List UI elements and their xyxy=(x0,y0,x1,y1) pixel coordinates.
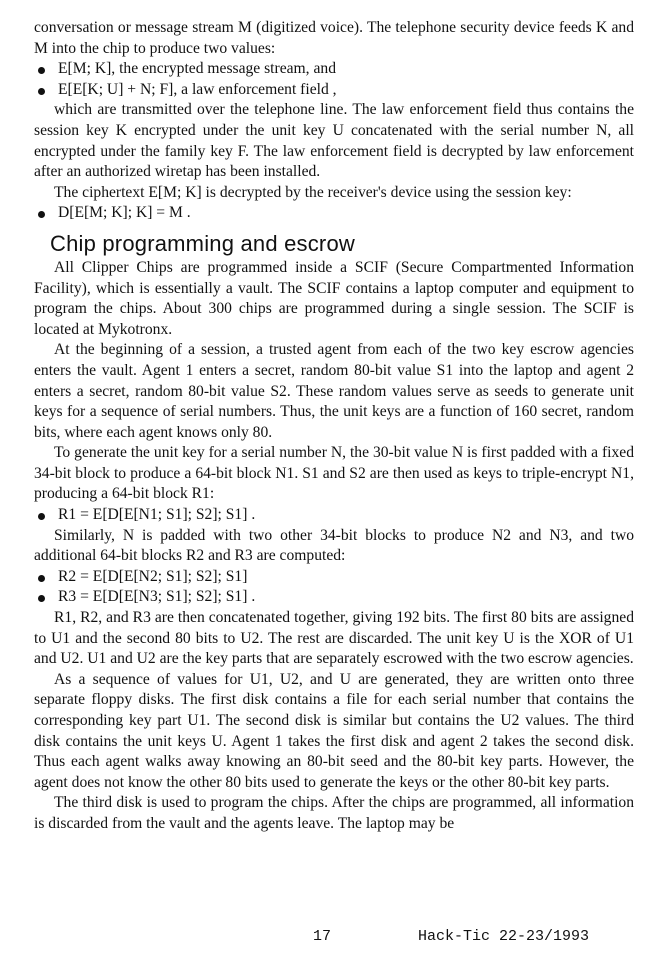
intro-paragraph-1: conversation or message stream M (digitized voice). The telephone security device feeds K and M into the chip to produce two values: xyxy=(34,19,634,57)
section-bullet-list-1 xyxy=(34,505,634,526)
section-bullet-list-2 xyxy=(34,567,634,608)
bullet-item: R2 = E[D[E[N2; S1]; S2]; S1] xyxy=(34,567,634,588)
intro-bullet-list xyxy=(34,59,634,100)
section-heading: Chip programming and escrow xyxy=(50,230,355,256)
section-paragraph-4: Similarly, N is padded with two other 34-bit blocks to produce N2 and N3, and two additional 64-bit blocks R2 and R3 are computed: xyxy=(34,526,634,565)
intro-bullet-list-2 xyxy=(34,203,634,224)
intro-paragraph-2: which are transmitted over the telephone line. The law enforcement field thus contains the session key K encrypted under the unit key U concatenated with the serial number N, all encrypted under the family key F. The law enforcement field is decrypted by law enforcement after an authorized wiretap has been installed. xyxy=(34,101,634,181)
bullet-item: D[E[M; K]; K] = M . xyxy=(34,203,634,224)
page-footer xyxy=(0,926,652,948)
section-paragraph-1: All Clipper Chips are programmed inside a SCIF (Secure Compartmented Information Facility), which is essentially a vault. The SCIF contains a laptop computer and equipment to program the chips. About 300 chips are programmed during a single session. The SCIF is located at Mykotronx. xyxy=(34,258,634,338)
section-paragraph-7: The third disk is used to program the chips. After the chips are programmed, all information is discarded from the vault and the agents leave. The laptop may be xyxy=(34,794,634,832)
section-paragraph-5: R1, R2, and R3 are then concatenated together, giving 192 bits. The first 80 bits are assigned to U1 and the second 80 bits to U2. The rest are discarded. The unit key U is the XOR of U1 and U2. U1 and U2 are the key parts that are separately escrowed with the two escrow agencies. xyxy=(34,609,634,668)
page-number: 17 xyxy=(313,928,332,945)
section-paragraph-6: As a sequence of values for U1, U2, and U are generated, they are written onto three separate floppy disks. The first disk contains a file for each serial number that contains the corresponding key part U1. The second disk is similar but contains the U2 values. The third disk contains the unit keys U. Agent 1 takes the first disk and agent 2 takes the second disk. Thus each agent walks away knowing an 80-bit seed and the 80-bit key parts. However, the agent does not know the other 80 bits used to generate the keys or the other 80-bit key parts. xyxy=(34,670,634,791)
bullet-item: R3 = E[D[E[N3; S1]; S2]; S1] . xyxy=(34,587,634,608)
section-paragraph-2: At the beginning of a session, a trusted agent from each of the two key escrow agencies enters the vault. Agent 1 enters a secret, random 80-bit value S1 into the laptop and agent 2 enters a secret, random 80-bit value S2. These random values serve as seeds to generate unit keys for a sequence of serial numbers. Thus, the unit keys are a function of 160 secret, random bits, where each agent knows only 80. xyxy=(34,341,634,441)
intro-paragraph-3: The ciphertext E[M; K] is decrypted by the receiver's device using the session key: xyxy=(54,183,572,201)
bullet-item: E[E[K; U] + N; F], a law enforcement field , xyxy=(34,80,634,101)
bullet-item: R1 = E[D[E[N1; S1]; S2]; S1] . xyxy=(34,505,634,526)
section-paragraph-3: To generate the unit key for a serial number N, the 30-bit value N is first padded with a fixed 34-bit block to produce a 64-bit block N1. S1 and S2 are then used as keys to triple-encrypt N1, producing a 64-bit block R1: xyxy=(34,444,634,503)
document-page xyxy=(34,18,634,835)
bullet-item: E[M; K], the encrypted message stream, and xyxy=(34,59,634,80)
publication-source: Hack-Tic 22-23/1993 xyxy=(418,928,590,945)
